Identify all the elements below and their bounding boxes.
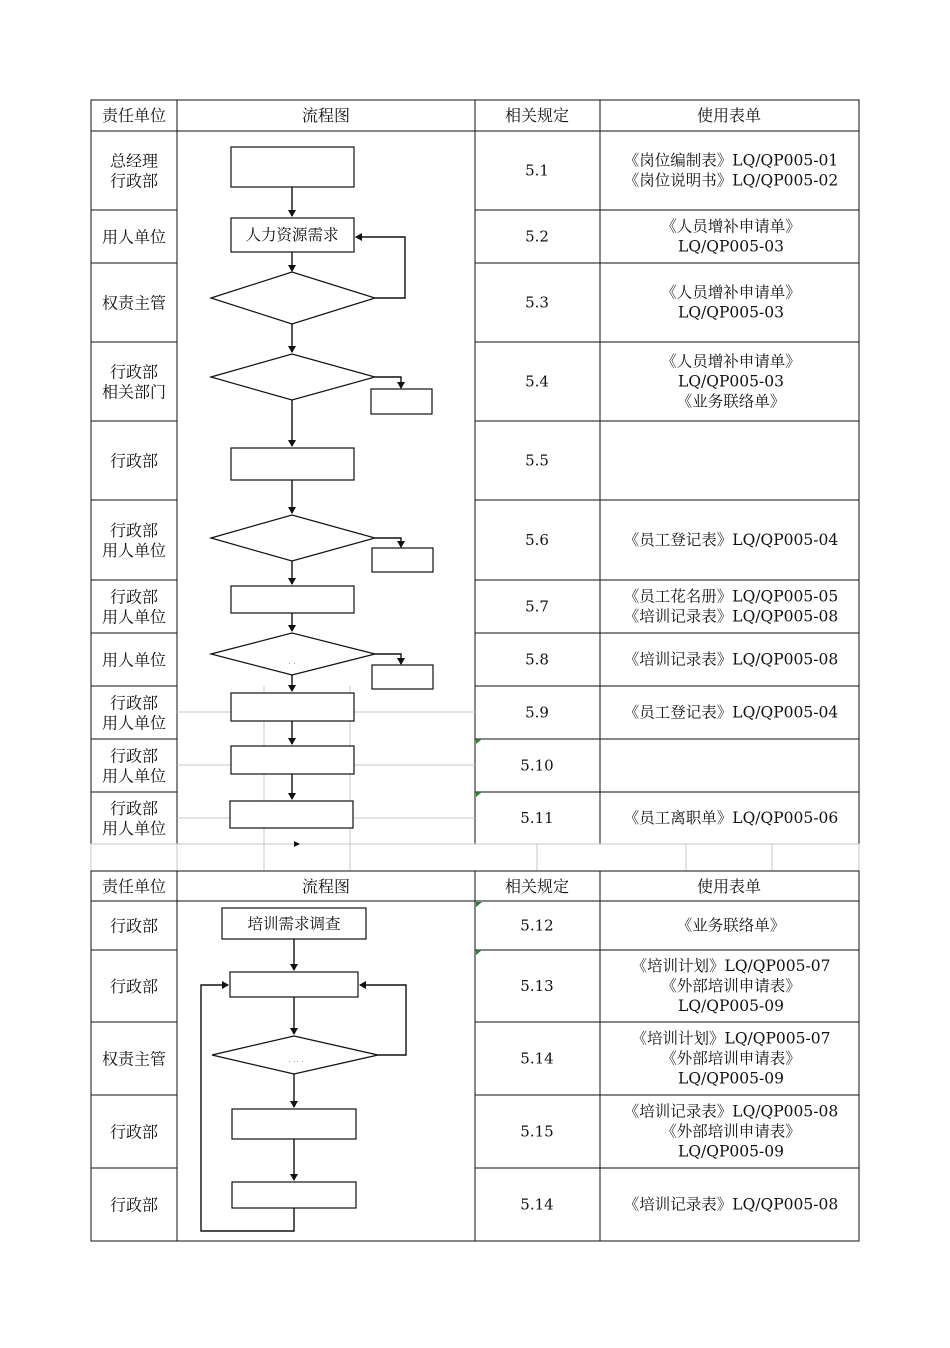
form-cell-text: 《外部培训申请表》	[661, 977, 801, 995]
form-cell-text: 《业务联络单》	[676, 916, 786, 935]
header-flow: 流程图	[301, 106, 351, 125]
table-row	[102, 650, 838, 670]
rule-cell-text: 5.8	[525, 650, 549, 669]
form-cell-text: 《培训计划》LQ/QP005-07	[631, 1029, 831, 1048]
flow-decision-probation	[211, 633, 375, 675]
rule-cell-text: 5.14	[520, 1049, 554, 1068]
rule-cell-text: 5.4	[525, 372, 549, 391]
table-row	[110, 917, 785, 936]
unit-cell-text: 行政部	[109, 171, 159, 191]
rule-cell-text: 5.11	[520, 809, 554, 827]
form-cell-text: 《人员增补申请单》	[661, 352, 801, 371]
header-flow: 流程图	[301, 877, 351, 896]
table-row	[110, 1195, 838, 1215]
unit-cell-text: 用人单位	[101, 819, 167, 838]
unit-cell-text: 行政部	[109, 799, 159, 818]
rule-cell-text: 5.13	[520, 977, 554, 995]
flowchart-training	[201, 908, 406, 1231]
flow-box-regular	[231, 693, 354, 721]
green-corner-marks	[476, 739, 482, 955]
flow-box-interview	[231, 448, 354, 480]
flow-box-plan	[231, 147, 354, 187]
rule-cell-text: 5.1	[525, 161, 549, 180]
header-unit: 责任单位	[101, 877, 167, 896]
flow-faint-mark: . .	[288, 657, 296, 666]
flow-box-side-2	[372, 548, 433, 572]
table-row	[110, 1102, 838, 1161]
form-cell-text: 《外部培训申请表》	[661, 1122, 801, 1141]
form-cell-text: LQ/QP005-09	[678, 1069, 784, 1088]
header-rule: 相关规定	[504, 106, 570, 125]
unit-cell-text: 相关部门	[101, 382, 167, 402]
flow-decision-channel	[211, 354, 375, 400]
form-cell-text: 《培训记录表》LQ/QP005-08	[623, 650, 839, 669]
table-row	[102, 353, 801, 411]
form-cell-text: LQ/QP005-09	[678, 997, 784, 1015]
flow-box-side-3	[372, 665, 433, 689]
rule-cell-text: 5.9	[525, 703, 549, 722]
unit-cell-text: 权责主管	[101, 1049, 167, 1069]
form-cell-text: 《岗位说明书》LQ/QP005-02	[623, 171, 839, 190]
table2-rows	[102, 917, 838, 1215]
rule-cell-text: 5.14	[520, 1195, 554, 1214]
unit-cell-text: 行政部	[109, 693, 159, 713]
form-cell-text: 《培训计划》LQ/QP005-07	[631, 957, 831, 975]
unit-cell-text: 用人单位	[101, 227, 167, 247]
unit-cell-text: 行政部	[109, 977, 159, 996]
unit-cell-text: 行政部	[109, 1122, 159, 1142]
unit-cell-text: 用人单位	[101, 607, 167, 627]
flow-box-resign	[230, 801, 353, 828]
header-forms: 使用表单	[696, 877, 762, 896]
form-cell-text: 《培训记录表》LQ/QP005-08	[623, 1102, 839, 1121]
form-cell-text: LQ/QP005-03	[678, 237, 784, 256]
form-cell-text: 《员工登记表》LQ/QP005-04	[623, 703, 839, 722]
form-cell-text: 《培训记录表》LQ/QP005-08	[623, 607, 839, 626]
header-forms: 使用表单	[696, 106, 762, 125]
rule-cell-text: 5.12	[520, 916, 554, 935]
form-cell-text: LQ/QP005-03	[678, 303, 784, 322]
unit-cell-text: 行政部	[109, 362, 159, 382]
form-cell-text: 《培训记录表》LQ/QP005-08	[623, 1195, 839, 1214]
flow-box-transfer	[231, 746, 354, 774]
table-row	[102, 284, 801, 322]
unit-cell-text: 行政部	[109, 451, 159, 471]
rule-cell-text: 5.5	[525, 451, 549, 470]
unit-cell-text: 总经理	[109, 151, 159, 171]
unit-cell-text: 行政部	[109, 587, 159, 607]
flow-decision-approve	[211, 272, 375, 324]
unit-cell-text: 用人单位	[101, 713, 167, 733]
flow-box-onboard	[231, 586, 354, 613]
table2-header	[102, 877, 761, 896]
flow-demand-label: 人力资源需求	[245, 226, 339, 244]
flow-box-evaluate	[232, 1182, 356, 1208]
rule-cell-text: 5.7	[525, 597, 549, 616]
table-row	[110, 151, 838, 191]
unit-cell-text: 行政部	[109, 746, 159, 766]
flow-end-mark	[294, 841, 300, 847]
flow-box-plan2	[230, 972, 358, 997]
unit-cell-text: 用人单位	[101, 766, 167, 786]
unit-cell-text: 行政部	[109, 521, 159, 540]
table-row	[102, 1029, 830, 1088]
rule-cell-text: 5.3	[525, 293, 549, 312]
rule-cell-text: 5.6	[525, 531, 549, 549]
rule-cell-text: 5.2	[525, 227, 549, 246]
form-cell-text: LQ/QP005-09	[678, 1142, 784, 1161]
table1-grid	[91, 100, 859, 844]
table-row	[102, 521, 838, 560]
table-row	[102, 694, 838, 733]
flow-decision-hire	[211, 515, 375, 561]
table1-rows	[102, 151, 838, 839]
form-cell-text: 《外部培训申请表》	[661, 1049, 801, 1068]
unit-cell-text: 行政部	[109, 916, 159, 936]
form-cell-text: 《人员增补申请单》	[661, 283, 801, 302]
flowchart-recruitment	[211, 147, 433, 847]
header-unit: 责任单位	[101, 106, 167, 125]
flow-box-execute	[232, 1109, 356, 1139]
rule-cell-text: 5.15	[520, 1122, 554, 1141]
form-cell-text: 《岗位编制表》LQ/QP005-01	[623, 151, 839, 170]
form-cell-text: 《人员增补申请单》	[661, 217, 801, 236]
table1-header	[102, 106, 761, 125]
unit-cell-text: 行政部	[109, 1195, 159, 1215]
form-cell-text: 《员工登记表》LQ/QP005-04	[623, 531, 839, 549]
form-cell-text: LQ/QP005-03	[678, 372, 784, 391]
form-cell-text: 《员工离职单》LQ/QP005-06	[623, 809, 839, 827]
flow-box-side-1	[371, 389, 432, 414]
table-row	[102, 587, 838, 627]
form-cell-text: 《员工花名册》LQ/QP005-05	[623, 587, 839, 606]
rule-cell-text: 5.10	[520, 756, 554, 775]
form-cell-text: 《业务联络单》	[676, 392, 786, 411]
unit-cell-text: 权责主管	[101, 293, 167, 313]
header-rule: 相关规定	[504, 877, 570, 896]
unit-cell-text: 用人单位	[101, 650, 167, 670]
unit-cell-text: 用人单位	[101, 541, 167, 560]
flow-faint-mark2: . .. .	[288, 1055, 304, 1064]
flow-survey-label: 培训需求调查	[247, 915, 341, 933]
table-row	[102, 218, 801, 256]
